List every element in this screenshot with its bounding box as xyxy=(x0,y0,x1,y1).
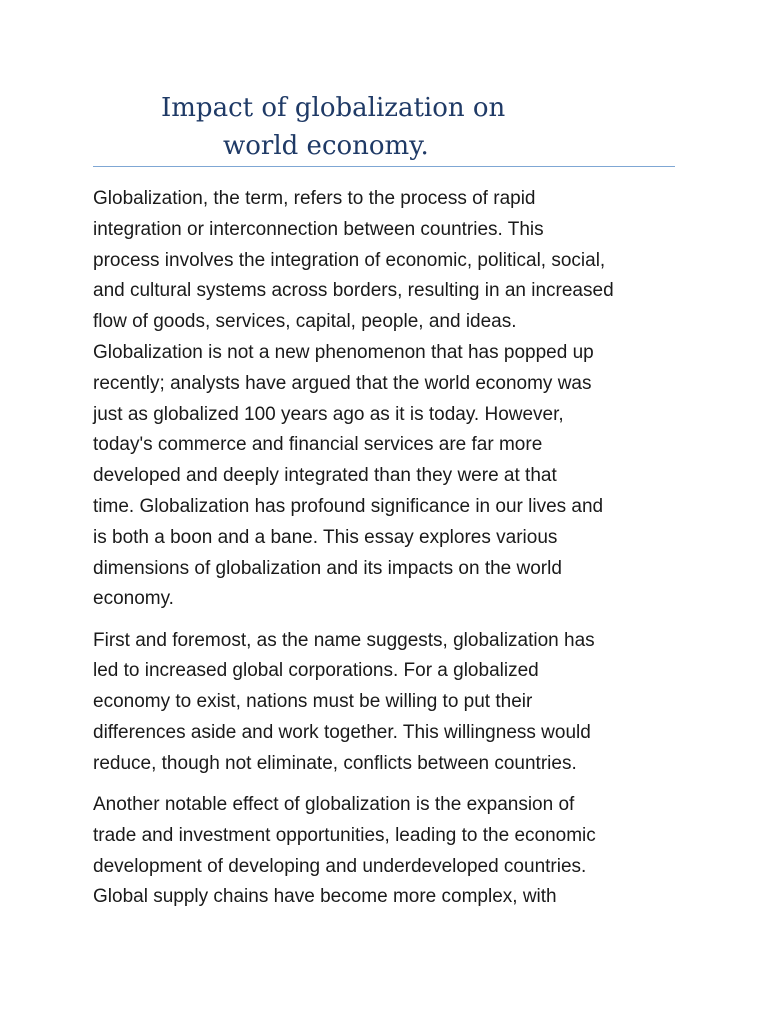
text-line: Another notable effect of globalization is the expansion of xyxy=(93,793,575,815)
text-line: flow of goods, services, capital, people, and ideas. xyxy=(93,311,517,333)
text-line: time. Globalization has profound significance in our lives and xyxy=(93,495,604,517)
text-line: economy. xyxy=(93,588,174,610)
text-line: Globalization, the term, refers to the process of rapid xyxy=(93,188,536,209)
paragraph-3 xyxy=(93,790,675,913)
document-title-line: Impact of globalization on xyxy=(161,93,506,123)
paragraph-1 xyxy=(93,184,675,615)
document-body xyxy=(93,184,675,924)
text-line: integration or interconnection between countries. This xyxy=(93,218,544,240)
text-line: differences aside and work together. This willingness would xyxy=(93,721,591,743)
paragraph-2 xyxy=(93,626,675,780)
text-line: just as globalized 100 years ago as it is today. However, xyxy=(93,403,564,425)
text-line: today's commerce and financial services are far more xyxy=(93,434,543,456)
text-line: process involves the integration of economic, political, social, xyxy=(93,249,606,271)
document-title-line: world economy. xyxy=(223,131,429,161)
text-line: economy to exist, nations must be willing to put their xyxy=(93,691,533,713)
text-line: developed and deeply integrated than they were at that xyxy=(93,465,557,487)
title-underline-divider xyxy=(93,166,675,167)
text-line: Global supply chains have become more complex, with xyxy=(93,886,557,908)
text-line: is both a boon and a bane. This essay explores various xyxy=(93,526,558,548)
text-line: development of developing and underdeveloped countries. xyxy=(93,855,587,877)
text-line: led to increased global corporations. For a globalized xyxy=(93,660,539,682)
text-line: recently; analysts have argued that the world economy was xyxy=(93,372,592,394)
text-line: Globalization is not a new phenomenon that has popped up xyxy=(93,341,594,363)
text-line: and cultural systems across borders, resulting in an increased xyxy=(93,280,614,302)
text-line: dimensions of globalization and its impacts on the world xyxy=(93,557,562,579)
text-line: reduce, though not eliminate, conflicts between countries. xyxy=(93,752,577,774)
text-line: trade and investment opportunities, leading to the economic xyxy=(93,824,596,846)
document-title xyxy=(93,89,675,165)
text-line: First and foremost, as the name suggests, globalization has xyxy=(93,629,595,651)
